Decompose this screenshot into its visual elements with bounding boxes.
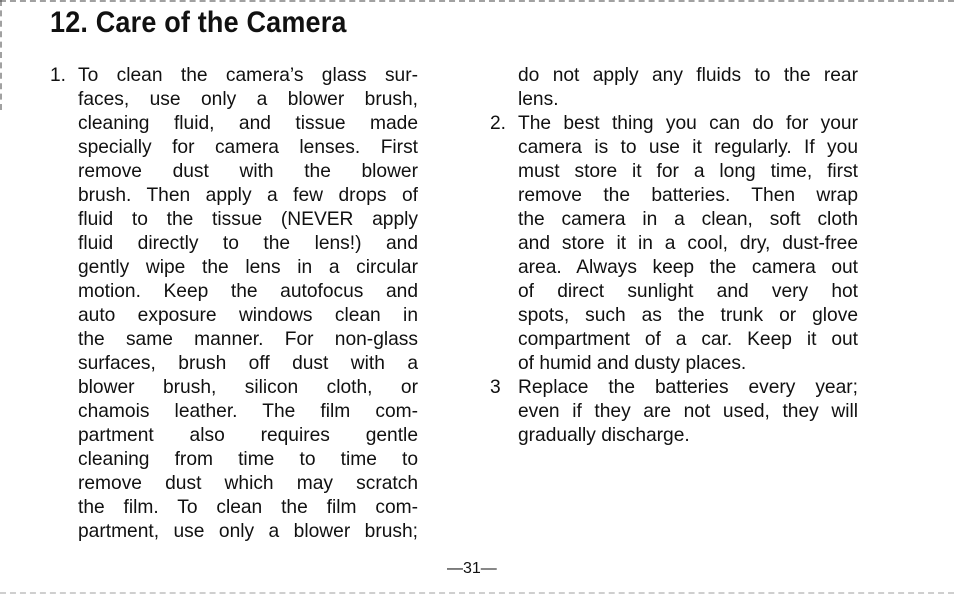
item-text bbox=[518, 376, 874, 448]
list-item-1 bbox=[44, 64, 434, 544]
list-item-3 bbox=[484, 376, 874, 448]
text-line: To clean the camera’s glass sur- bbox=[78, 65, 418, 86]
text-line: chamois leather. The film com- bbox=[78, 401, 418, 422]
text-line: of direct sunlight and very hot bbox=[518, 281, 858, 302]
text-line: brush. Then apply a few drops of bbox=[78, 185, 418, 206]
text-line: partment also requires gentle bbox=[78, 425, 418, 446]
text-line: cleaning from time to time to bbox=[78, 449, 418, 470]
page-title: 12. Care of the Camera bbox=[50, 6, 347, 39]
list-item-2 bbox=[484, 112, 874, 376]
text-line: do not apply any fluids to the rear bbox=[518, 65, 858, 86]
text-line: partment, use only a blower brush; bbox=[78, 521, 418, 542]
text-line: lens. bbox=[518, 89, 559, 110]
scan-border-left bbox=[0, 0, 2, 110]
text-line: specially for camera lenses. First bbox=[78, 137, 418, 158]
text-line: compartment of a car. Keep it out bbox=[518, 329, 858, 350]
text-line: fluid directly to the lens!) and bbox=[78, 233, 418, 254]
text-line: the film. To clean the film com- bbox=[78, 497, 418, 518]
item-number: 3 bbox=[490, 377, 501, 398]
text-line: fluid to the tissue (NEVER apply bbox=[78, 209, 418, 230]
item-1-continuation bbox=[484, 64, 874, 112]
text-line: remove dust which may scratch bbox=[78, 473, 418, 494]
text-line: the camera in a clean, soft cloth bbox=[518, 209, 858, 230]
text-line: area. Always keep the camera out bbox=[518, 257, 858, 278]
item-number: 2. bbox=[490, 113, 507, 134]
text-line: and store it in a cool, dry, dust-free bbox=[518, 233, 858, 254]
text-line: surfaces, brush off dust with a bbox=[78, 353, 418, 374]
text-line: remove dust with the blower bbox=[78, 161, 418, 182]
scan-border-top bbox=[0, 0, 954, 2]
text-line: Replace the batteries every year; bbox=[518, 377, 858, 398]
text-line: blower brush, silicon cloth, or bbox=[78, 377, 418, 398]
text-line: of humid and dusty places. bbox=[518, 353, 747, 374]
text-line: even if they are not used, they will bbox=[518, 401, 858, 422]
page-number: —31— bbox=[447, 560, 497, 577]
item-number: 1. bbox=[50, 65, 67, 86]
text-line: remove the batteries. Then wrap bbox=[518, 185, 858, 206]
right-column bbox=[484, 64, 874, 448]
text-line: The best thing you can do for your bbox=[518, 113, 858, 134]
text-line: gradually discharge. bbox=[518, 425, 690, 446]
text-line: cleaning fluid, and tissue made bbox=[78, 113, 418, 134]
item-text bbox=[78, 64, 434, 544]
text-line: must store it for a long time, first bbox=[518, 161, 858, 182]
scan-border-bottom bbox=[0, 592, 954, 594]
text-line: motion. Keep the autofocus and bbox=[78, 281, 418, 302]
text-line: spots, such as the trunk or glove bbox=[518, 305, 858, 326]
text-line: auto exposure windows clean in bbox=[78, 305, 418, 326]
left-column bbox=[44, 64, 434, 544]
text-line: camera is to use it regularly. If you bbox=[518, 137, 858, 158]
text-line: faces, use only a blower brush, bbox=[78, 89, 418, 110]
text-line: the same manner. For non-glass bbox=[78, 329, 418, 350]
item-text bbox=[518, 112, 874, 376]
text-line: gently wipe the lens in a circular bbox=[78, 257, 418, 278]
